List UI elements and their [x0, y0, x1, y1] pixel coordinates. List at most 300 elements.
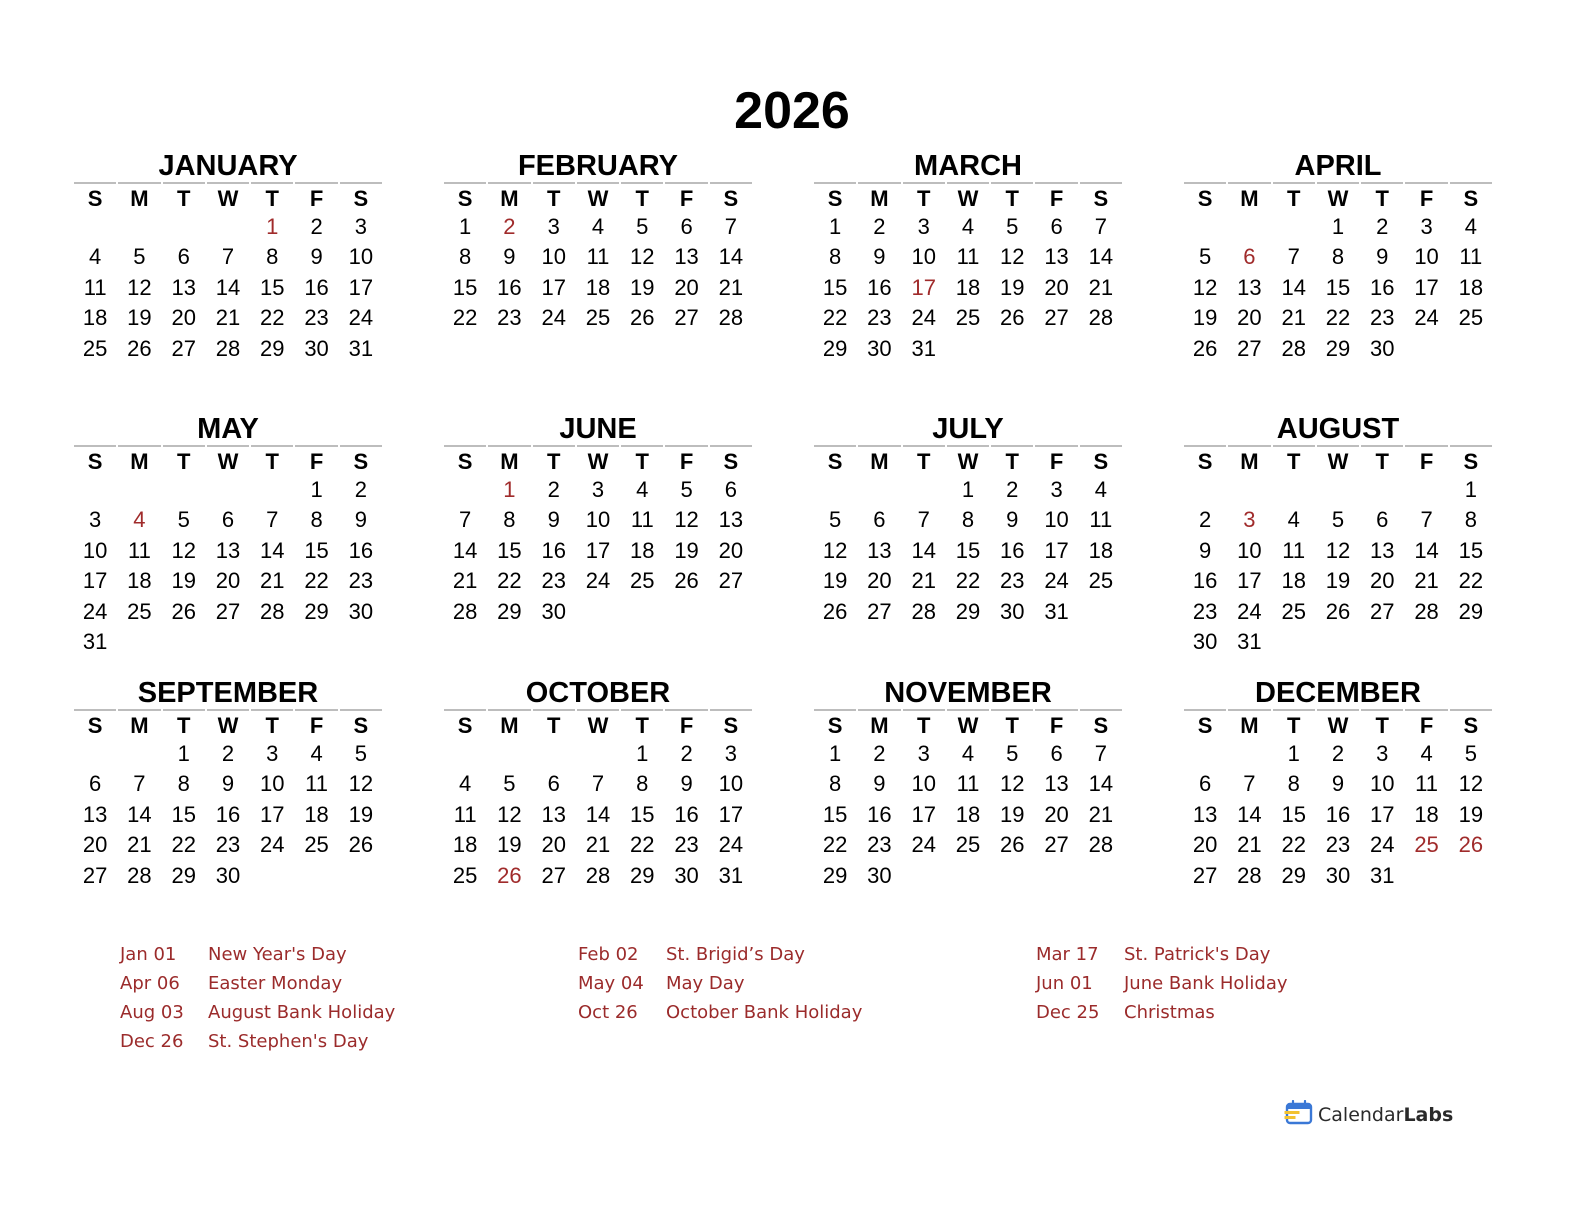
day-cell: 29	[260, 335, 285, 361]
weekday-label: T	[163, 182, 205, 212]
day-cell: 12	[1192, 274, 1218, 300]
month-name: FEBRUARY	[517, 150, 679, 182]
day-cell: 29	[304, 598, 329, 624]
weekday-label: F	[1405, 182, 1447, 212]
day-cell: 16	[1370, 274, 1395, 300]
empty-day-cell	[532, 739, 576, 769]
holiday-name: Christmas	[1124, 1002, 1215, 1023]
weekday-label: F	[665, 182, 707, 212]
weekday-label: F	[1035, 445, 1077, 475]
empty-day-cell	[117, 739, 161, 769]
weekday-label: W	[1317, 182, 1359, 212]
holiday-item	[578, 969, 862, 998]
weekday-label: F	[295, 709, 337, 739]
day-cell: 13	[215, 537, 241, 563]
empty-day-cell	[1183, 739, 1227, 769]
day-cell: 31	[1044, 598, 1069, 624]
day-cell: 11	[83, 274, 107, 300]
holiday-item	[120, 998, 395, 1027]
day-cell: 1	[310, 477, 323, 502]
day-cell: 1	[459, 214, 472, 239]
month-september	[73, 677, 383, 891]
weekday-header	[443, 709, 753, 739]
weekday-label: F	[1405, 709, 1447, 739]
day-cell: 17	[585, 537, 611, 563]
day-cell: 24	[911, 305, 936, 331]
day-cell: 19	[630, 274, 655, 300]
holiday-name: October Bank Holiday	[666, 1002, 863, 1023]
day-cell: 18	[630, 537, 655, 563]
day-cell: 28	[718, 305, 744, 331]
holiday-day-cell: 17	[911, 274, 936, 300]
holiday-day-cell: 1	[503, 477, 516, 502]
empty-day-cell	[1227, 475, 1271, 505]
day-cell: 7	[459, 507, 472, 533]
holiday-column-3	[1036, 940, 1288, 1027]
weekday-label: T	[903, 445, 945, 475]
day-cell: 9	[873, 244, 886, 270]
day-cell: 30	[867, 335, 892, 361]
day-cell: 4	[961, 214, 975, 239]
day-cell: 7	[133, 771, 146, 797]
day-cell: 15	[630, 801, 655, 827]
weekday-label: S	[74, 445, 116, 475]
day-cell: 6	[724, 477, 737, 502]
day-cell: 27	[674, 305, 699, 331]
day-cell: 24	[541, 305, 566, 331]
day-cell: 13	[541, 801, 566, 827]
day-cell: 19	[1192, 305, 1218, 331]
weekday-label: T	[533, 182, 575, 212]
day-cell: 30	[215, 862, 241, 888]
day-cell: 6	[873, 507, 886, 533]
day-grid	[813, 212, 1123, 364]
empty-day-cell	[1272, 475, 1316, 505]
month-name: JULY	[932, 413, 1004, 445]
day-cell: 26	[348, 832, 374, 858]
day-cell: 12	[171, 537, 196, 563]
day-cell: 14	[911, 537, 936, 563]
day-cell: 28	[127, 862, 152, 888]
day-cell: 28	[260, 598, 285, 624]
day-cell: 7	[1287, 244, 1300, 270]
weekday-label: S	[74, 709, 116, 739]
day-cell: 5	[829, 507, 842, 533]
day-cell: 16	[348, 537, 374, 563]
day-cell: 15	[1325, 274, 1351, 300]
empty-day-cell	[1227, 739, 1271, 769]
day-cell: 6	[1376, 507, 1389, 533]
day-cell: 22	[955, 568, 981, 594]
weekday-label: S	[814, 445, 856, 475]
day-cell: 14	[127, 801, 152, 827]
weekday-label: W	[947, 182, 989, 212]
day-cell: 3	[1420, 214, 1433, 239]
holiday-date: Dec 25	[1036, 1002, 1100, 1023]
day-cell: 20	[1192, 832, 1218, 858]
day-cell: 23	[541, 568, 566, 594]
empty-day-cell	[487, 739, 531, 769]
day-cell: 29	[1458, 598, 1484, 624]
day-cell: 10	[911, 244, 936, 270]
weekday-label: T	[621, 709, 663, 739]
weekday-label: W	[947, 709, 989, 739]
day-cell: 2	[873, 214, 886, 239]
day-cell: 5	[1006, 214, 1019, 239]
day-cell: 18	[127, 568, 152, 594]
weekday-label: M	[488, 182, 530, 212]
day-cell: 8	[177, 771, 190, 797]
weekday-label: T	[991, 445, 1033, 475]
day-cell: 18	[955, 801, 981, 827]
month-name: APRIL	[1294, 150, 1382, 182]
empty-day-cell	[813, 475, 857, 505]
holiday-day-cell: 3	[1243, 507, 1256, 533]
weekday-label: T	[163, 709, 205, 739]
day-cell: 27	[718, 568, 744, 594]
holiday-day-cell: 4	[133, 507, 146, 533]
day-cell: 18	[955, 274, 981, 300]
day-cell: 22	[452, 305, 478, 331]
empty-day-cell	[73, 212, 117, 242]
holiday-date: Apr 06	[120, 973, 180, 994]
day-cell: 7	[724, 214, 737, 239]
day-cell: 26	[171, 598, 196, 624]
day-cell: 3	[354, 214, 367, 239]
day-cell: 19	[1325, 568, 1351, 594]
day-cell: 30	[348, 598, 374, 624]
day-cell: 18	[1458, 274, 1484, 300]
weekday-label: F	[295, 182, 337, 212]
day-cell: 6	[221, 507, 235, 533]
holiday-name: Easter Monday	[208, 973, 343, 994]
holiday-date: Dec 26	[120, 1031, 184, 1052]
day-cell: 11	[956, 244, 980, 270]
day-cell: 8	[1287, 771, 1300, 797]
day-cell: 4	[636, 477, 649, 502]
holiday-item	[120, 940, 395, 969]
weekday-label: S	[1450, 709, 1492, 739]
weekday-label: T	[1273, 709, 1315, 739]
weekday-label: T	[903, 182, 945, 212]
holiday-date: Mar 17	[1036, 944, 1099, 965]
weekday-label: F	[295, 445, 337, 475]
day-cell: 12	[1000, 771, 1025, 797]
day-cell: 28	[452, 598, 478, 624]
day-cell: 4	[591, 214, 605, 239]
day-cell: 17	[260, 801, 285, 827]
weekday-header	[813, 182, 1123, 212]
weekday-label: T	[251, 709, 293, 739]
day-cell: 11	[1089, 507, 1113, 533]
day-cell: 8	[1464, 507, 1477, 533]
day-cell: 31	[82, 628, 108, 654]
day-cell: 3	[917, 741, 930, 766]
month-name: JUNE	[559, 413, 637, 445]
weekday-label: W	[1317, 445, 1359, 475]
day-cell: 30	[541, 598, 566, 624]
day-cell: 28	[1088, 305, 1114, 331]
day-cell: 6	[89, 771, 102, 797]
weekday-label: M	[858, 182, 900, 212]
day-cell: 7	[591, 771, 605, 797]
day-cell: 9	[1331, 771, 1345, 797]
day-cell: 30	[1325, 862, 1351, 888]
day-cell: 2	[873, 741, 886, 766]
weekday-header	[73, 709, 383, 739]
day-cell: 15	[452, 274, 478, 300]
day-grid	[813, 475, 1123, 627]
day-cell: 2	[1331, 741, 1345, 766]
day-cell: 1	[961, 477, 975, 502]
day-cell: 1	[1287, 741, 1300, 766]
day-cell: 14	[215, 274, 241, 300]
day-cell: 17	[541, 274, 566, 300]
month-april	[1183, 150, 1493, 364]
month-october	[443, 677, 753, 891]
day-cell: 17	[82, 568, 108, 594]
day-cell: 5	[177, 507, 190, 533]
day-cell: 1	[829, 741, 842, 766]
day-cell: 19	[1000, 801, 1025, 827]
day-cell: 12	[1325, 537, 1351, 563]
day-cell: 19	[348, 801, 374, 827]
day-cell: 13	[1237, 274, 1262, 300]
weekday-label: S	[1184, 709, 1226, 739]
day-cell: 22	[1325, 305, 1351, 331]
day-cell: 2	[310, 214, 323, 239]
empty-day-cell	[250, 475, 294, 505]
holiday-date: Jun 01	[1036, 973, 1093, 994]
day-cell: 31	[1237, 628, 1262, 654]
day-cell: 10	[585, 507, 611, 533]
day-cell: 9	[547, 507, 560, 533]
empty-day-cell	[576, 739, 620, 769]
day-cell: 15	[171, 801, 196, 827]
day-cell: 7	[221, 244, 235, 270]
calendar-icon	[1284, 1100, 1314, 1131]
holiday-date: Aug 03	[120, 1002, 184, 1023]
day-cell: 23	[1000, 568, 1025, 594]
day-cell: 21	[585, 832, 611, 858]
weekday-header	[73, 445, 383, 475]
day-cell: 9	[1006, 507, 1019, 533]
day-cell: 24	[911, 832, 936, 858]
day-cell: 16	[497, 274, 522, 300]
day-cell: 15	[1458, 537, 1484, 563]
day-cell: 23	[674, 832, 699, 858]
day-cell: 18	[1088, 537, 1114, 563]
day-cell: 6	[680, 214, 693, 239]
weekday-label: S	[340, 709, 382, 739]
day-cell: 24	[718, 832, 744, 858]
day-cell: 28	[1414, 598, 1439, 624]
day-cell: 3	[1376, 741, 1389, 766]
day-cell: 25	[1088, 568, 1114, 594]
day-cell: 25	[452, 862, 478, 888]
weekday-label: F	[1035, 182, 1077, 212]
day-cell: 12	[127, 274, 152, 300]
weekday-label: S	[710, 182, 752, 212]
weekday-label: F	[665, 709, 707, 739]
weekday-label: S	[1080, 709, 1122, 739]
day-grid	[73, 475, 383, 657]
holiday-day-cell: 1	[266, 214, 279, 239]
brand-name	[1318, 1104, 1453, 1126]
day-cell: 21	[452, 568, 478, 594]
day-cell: 24	[1414, 305, 1439, 331]
weekday-label: T	[1273, 182, 1315, 212]
day-cell: 18	[452, 832, 478, 858]
weekday-label: M	[1228, 182, 1270, 212]
holiday-item	[1036, 940, 1288, 969]
weekday-label: W	[577, 182, 619, 212]
day-cell: 12	[674, 507, 699, 533]
day-cell: 24	[1044, 568, 1069, 594]
empty-day-cell	[117, 212, 161, 242]
day-cell: 24	[1237, 598, 1262, 624]
month-name: AUGUST	[1276, 413, 1400, 445]
brand-name-part2: Labs	[1403, 1104, 1454, 1126]
empty-day-cell	[443, 739, 487, 769]
brand-name-part1: Calendar	[1318, 1104, 1404, 1126]
day-cell: 11	[1282, 537, 1306, 563]
weekday-label: T	[1361, 709, 1403, 739]
day-cell: 30	[1000, 598, 1025, 624]
day-cell: 22	[822, 305, 848, 331]
empty-day-cell	[857, 475, 901, 505]
day-cell: 13	[171, 274, 196, 300]
day-cell: 2	[1006, 477, 1019, 502]
weekday-label: T	[1273, 445, 1315, 475]
calendar-year-title: 2026	[734, 82, 850, 140]
day-cell: 26	[630, 305, 655, 331]
day-cell: 8	[829, 771, 842, 797]
weekday-label: S	[710, 709, 752, 739]
calendarlabs-logo[interactable]	[1284, 1101, 1453, 1129]
day-cell: 19	[171, 568, 196, 594]
day-cell: 7	[1094, 741, 1107, 766]
month-name: SEPTEMBER	[137, 677, 319, 709]
holiday-date: Feb 02	[578, 944, 639, 965]
month-may	[73, 413, 383, 657]
day-cell: 15	[497, 537, 522, 563]
day-cell: 25	[304, 832, 329, 858]
day-cell: 25	[1458, 305, 1484, 331]
day-grid	[443, 475, 753, 627]
day-cell: 15	[304, 537, 329, 563]
weekday-header	[443, 182, 753, 212]
day-cell: 1	[636, 741, 649, 766]
day-cell: 10	[718, 771, 744, 797]
day-cell: 23	[348, 568, 374, 594]
month-december	[1183, 677, 1493, 891]
empty-day-cell	[443, 475, 487, 505]
weekday-header	[813, 445, 1123, 475]
day-cell: 12	[497, 801, 522, 827]
weekday-label: S	[340, 445, 382, 475]
day-cell: 25	[955, 832, 981, 858]
day-cell: 5	[1331, 507, 1345, 533]
day-cell: 10	[1414, 244, 1439, 270]
weekday-header	[443, 445, 753, 475]
day-cell: 11	[956, 771, 980, 797]
weekday-label: T	[991, 182, 1033, 212]
day-cell: 4	[459, 771, 472, 797]
day-cell: 19	[497, 832, 522, 858]
holiday-name: May Day	[666, 973, 745, 994]
day-cell: 3	[1050, 477, 1063, 502]
day-cell: 29	[822, 862, 848, 888]
day-cell: 30	[867, 862, 892, 888]
day-cell: 21	[1237, 832, 1262, 858]
weekday-label: M	[1228, 445, 1270, 475]
empty-day-cell	[206, 475, 250, 505]
day-cell: 13	[674, 244, 699, 270]
weekday-label: S	[1450, 445, 1492, 475]
weekday-label: M	[118, 445, 160, 475]
day-cell: 26	[1192, 335, 1218, 361]
day-cell: 14	[718, 244, 744, 270]
day-cell: 23	[1192, 598, 1218, 624]
day-cell: 22	[260, 305, 285, 331]
holiday-day-cell: 26	[497, 862, 522, 888]
weekday-label: T	[533, 445, 575, 475]
day-cell: 5	[1006, 741, 1019, 766]
weekday-label: W	[207, 709, 249, 739]
day-cell: 21	[1281, 305, 1306, 331]
day-cell: 26	[822, 598, 848, 624]
weekday-label: S	[1080, 445, 1122, 475]
day-cell: 9	[1199, 537, 1212, 563]
weekday-label: T	[1361, 445, 1403, 475]
day-cell: 16	[1000, 537, 1025, 563]
day-cell: 8	[1331, 244, 1345, 270]
day-cell: 2	[221, 741, 235, 766]
day-cell: 8	[829, 244, 842, 270]
day-cell: 16	[304, 274, 329, 300]
day-cell: 2	[547, 477, 560, 502]
day-cell: 26	[127, 335, 152, 361]
day-cell: 8	[310, 507, 323, 533]
day-grid	[1183, 739, 1493, 891]
day-cell: 19	[1458, 801, 1484, 827]
day-cell: 3	[917, 214, 930, 239]
holiday-name: New Year's Day	[208, 944, 347, 965]
month-march	[813, 150, 1123, 364]
day-cell: 24	[260, 832, 285, 858]
day-cell: 27	[541, 862, 566, 888]
weekday-label: S	[814, 709, 856, 739]
day-cell: 9	[354, 507, 367, 533]
day-cell: 11	[1459, 244, 1483, 270]
day-cell: 12	[1458, 771, 1484, 797]
day-cell: 17	[1044, 537, 1069, 563]
day-cell: 17	[911, 801, 936, 827]
day-cell: 9	[310, 244, 323, 270]
day-cell: 28	[1088, 832, 1114, 858]
day-cell: 3	[724, 741, 737, 766]
day-cell: 10	[260, 771, 285, 797]
day-cell: 30	[1370, 335, 1395, 361]
day-cell: 21	[260, 568, 285, 594]
day-cell: 16	[215, 801, 241, 827]
day-cell: 18	[82, 305, 108, 331]
weekday-label: S	[444, 709, 486, 739]
day-cell: 22	[497, 568, 522, 594]
day-cell: 18	[304, 801, 329, 827]
day-cell: 27	[867, 598, 892, 624]
